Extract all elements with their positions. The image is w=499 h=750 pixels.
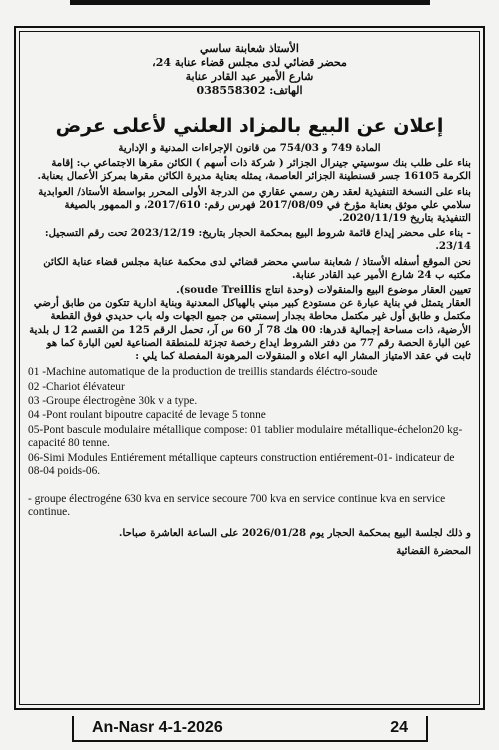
notice-inner-border xyxy=(19,31,480,705)
bailiff-header xyxy=(28,42,471,98)
legal-basis: المادة 749 و 754/03 من قانون الإجراءات المدنية و الإدارية xyxy=(118,142,381,154)
list-item: 02 -Chariot élévateur xyxy=(28,380,125,393)
equipment-list xyxy=(28,366,471,478)
generator-note: - groupe électrogéne 630 kva en service secoure 700 kva en service continue kva en service continue. xyxy=(28,492,446,518)
notice-frame xyxy=(14,26,485,710)
list-item: 05-Pont bascule modulaire métallique compose: 01 tablier modulaire métallique-échelon20 kg-capacité 80 tenne. xyxy=(28,423,463,450)
paragraph-applicant: بناء على طلب بنك سوسيتي جينرال الجزائر ( شركة ذات أسهم ) الكائن مقرها الاجتماعي ب: إقامة الكرمة 16105 جسر قسنطينة الجزائر العاصمة، يمثله بعناية مديرة الكائن مقرها بمركز الأعمال بعنابة. xyxy=(37,157,471,183)
paragraph-bailiff: نحن الموقع أسفله الأستاذ / شعابنة ساسي محضر قضائي لدى محكمة عنابة مجلس قضاء عنابة الكائن مكتبه ب 24 شارع الأمير عبد القادر عنابة. xyxy=(43,255,471,281)
paragraph-mortgage: بناء على النسخة التنفيذية لعقد رهن رسمي عقاري من الدرجة الأولى المحرر بواسطة الأستاذ/ العوابدية سلامي علي موثق بعنابة مؤرخ في 2017/08/09 فهرس رقم: 2017/610، و الممهور بالصيغة التنفيذية بتاريخ 2020/11/19. xyxy=(38,185,471,225)
bailiff-phone: الهاتف: 038558302 xyxy=(196,84,303,97)
signature-label: المحضرة القضائية xyxy=(396,546,471,558)
list-item: 03 -Groupe électrogène 30k v a type. xyxy=(28,395,198,408)
list-item: 06-Simi Modules Entiérement métallique capteurs construction entiérement-01- indicateur de 08-04 poids-06. xyxy=(28,451,455,478)
paragraph-deposit: - بناء على محضر إيداع قائمة شروط البيع بمحكمة الحجار بتاريخ: 2023/12/19 تحت رقم التسجيل: 23/14. xyxy=(44,227,471,253)
list-item: 01 -Machine automatique de la production de treillis standards éléctro-soude xyxy=(28,366,378,379)
page-number: 24 xyxy=(390,719,408,736)
list-item: 04 -Pont roulant bipoutre capacité de levage 5 tonne xyxy=(28,409,266,422)
paragraph-designation: تعيين العقار موضوع البيع والمنقولات (وحدة انتاج soude Treillis). xyxy=(176,284,471,297)
notice-title: إعلان عن البيع بالمزاد العلني لأعلى عرض xyxy=(55,115,444,137)
bailiff-name: الأستاذ شعابنة ساسي xyxy=(200,42,299,55)
top-rule xyxy=(70,0,430,5)
sale-session: و ذلك لجلسة البيع بمحكمة الحجار يوم 2026/01/28 على الساعة العاشرة صباحا. xyxy=(118,527,471,540)
paragraph-property: العقار يتمثل في بناية عبارة عن مستودع كبير مبني بالهياكل المعدنية وبناية ادارية تتكون من طابق أرضي مكتمل و طابق أول غير مكتمل محاطة بجدار إسمنتي من جميع الجهات وله باب حديدي فوق القطعة الأرضية، ذات مساحة إجمالية قدرها: 00 هك 78 آر 60 س آر، تحمل الرقم 125 من القسم 12 ل بلدية عين البارة الحصة رقم 77 من دفتر الشروط ايداع رخصة تجزئة للمنطقة الصناعية لعين البارة كما هو ثابت في عقد الامتياز المشار اليه اعلاه و المنقولات المرهونة المفصلة كما يلي : xyxy=(29,297,471,363)
publication-date: An-Nasr 4-1-2026 xyxy=(92,719,223,736)
page-footer xyxy=(72,716,428,742)
bailiff-address: شارع الأمير عبد القادر عنابة xyxy=(185,70,314,83)
bailiff-title: محضر قضائي لدى مجلس قضاء عنابة 24، xyxy=(152,56,347,69)
